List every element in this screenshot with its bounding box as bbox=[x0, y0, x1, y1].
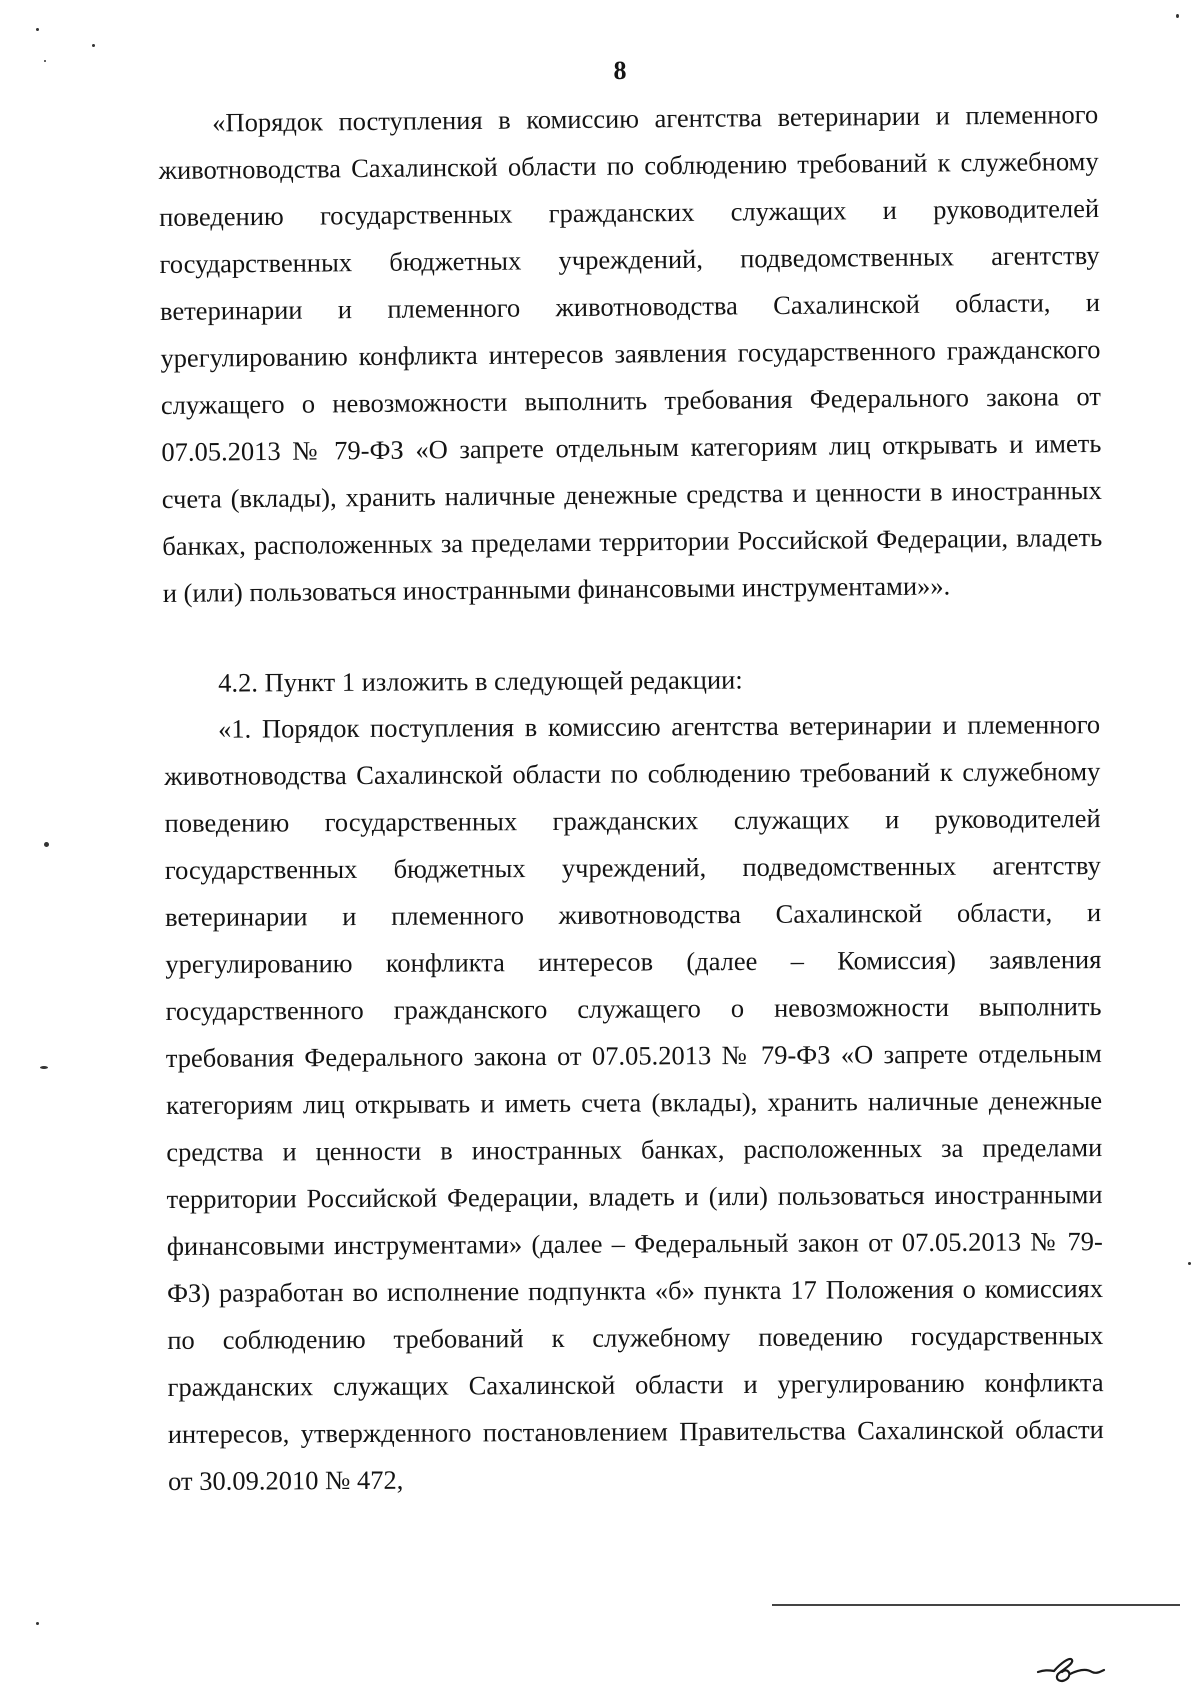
scan-speck bbox=[36, 28, 39, 31]
paragraph-point-1: «1. Порядок поступления в комиссию агентства ветеринарии и племенного животноводства Сахалинской области по соблюдению требований к служебному поведению государственных гражданских служащих и руководителей государственных бюджетных учреждений, подведомственных агентству ветеринарии и племенного животноводства Сахалинской области, и урегулированию конфликта интересов (далее – Комиссия) заявления государственного гражданского служащего о невозможности выполнить требования Федерального закона от 07.05.2013 № 79-ФЗ «О запрете отдельным категориям лиц открывать и иметь счета (вклады), хранить наличные денежные средства и ценности в иностранных банках, расположенных за пределами территории Российской Федерации, владеть и (или) пользоваться иностранными финансовыми инструментами» (далее – Федеральный закон от 07.05.2013 № 79-ФЗ) разработан во исполнение подпункта «б» пункта 17 Положения о комиссиях по соблюдению требований к служебному поведению государственных гражданских служащих Сахалинской области и урегулированию конфликта интересов, утвержденного постановлением Правительства Сахалинской области от 30.09.2010 № 472, bbox=[164, 709, 1104, 1496]
text-block-title-quote bbox=[158, 91, 1103, 617]
scan-speck bbox=[36, 1622, 39, 1625]
page-number: 8 bbox=[613, 56, 627, 85]
scan-speck bbox=[44, 842, 49, 847]
text-block-item-4-2 bbox=[164, 654, 1104, 707]
text-block-point-1 bbox=[164, 701, 1104, 1505]
scan-speck bbox=[1188, 1262, 1191, 1265]
footer-rule bbox=[772, 1604, 1180, 1606]
scan-speck bbox=[44, 60, 46, 62]
paragraph-item-4-2: 4.2. Пункт 1 изложить в следующей редакции: bbox=[218, 664, 743, 698]
scan-speck bbox=[40, 1066, 48, 1069]
handwritten-page-mark bbox=[1036, 1650, 1106, 1686]
paragraph-title-quote: «Порядок поступления в комиссию агентства ветеринарии и племенного животноводства Сахалинской области по соблюдению требований к служебному поведению государственных гражданских служащих и руководителей государственных бюджетных учреждений, подведомственных агентству ветеринарии и племенного животноводства Сахалинской области, и урегулированию конфликта интересов заявления государственного гражданского служащего о невозможности выполнить требования Федерального закона от 07.05.2013 № 79-ФЗ «О запрете отдельным категориям лиц открывать и иметь счета (вклады), хранить наличные денежные средства и ценности в иностранных банках, расположенных за пределами территории Российской Федерации, владеть и (или) пользоваться иностранными финансовыми инструментами»». bbox=[158, 98, 1103, 608]
scan-speck bbox=[1176, 14, 1179, 18]
scan-speck bbox=[92, 44, 95, 47]
